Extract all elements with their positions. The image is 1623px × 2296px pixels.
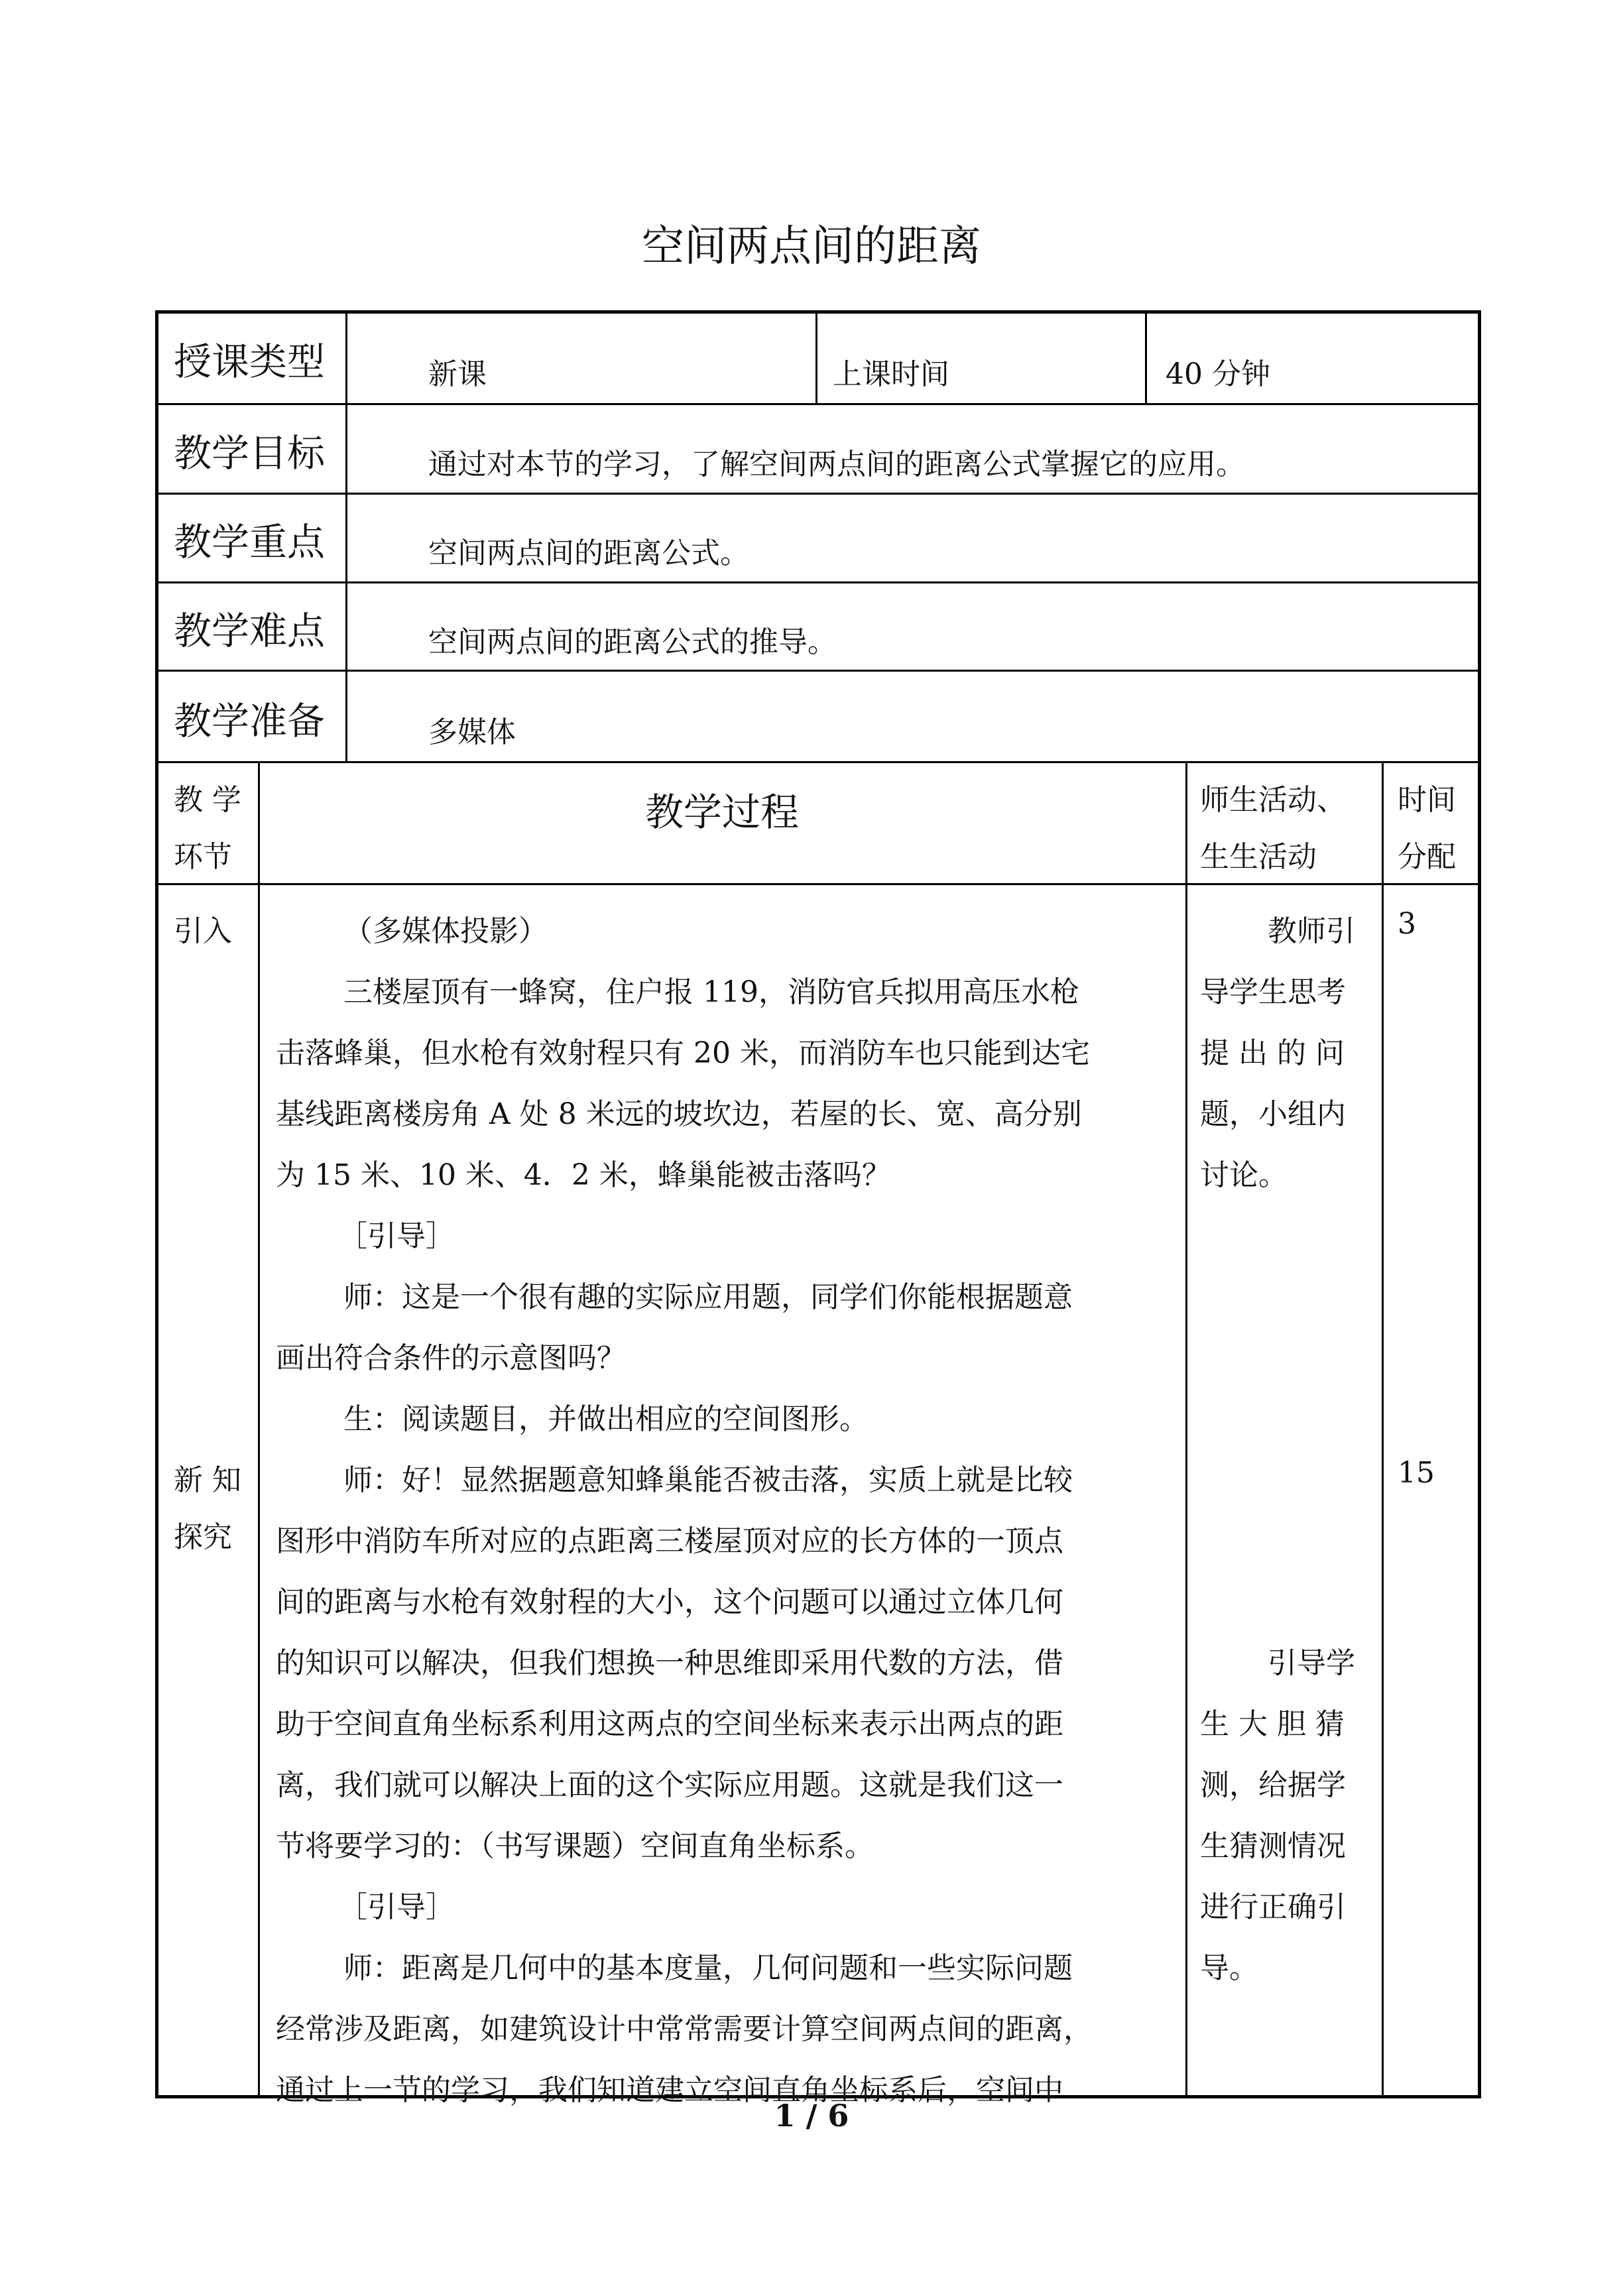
process-line: ［引导］ <box>338 1219 455 1253</box>
header-process: 教学过程 <box>644 790 799 835</box>
class-type-label: 授课类型 <box>174 340 325 384</box>
header-time-line1: 时间 <box>1398 783 1456 817</box>
activity-line: 提 出 的 问 <box>1200 1036 1345 1070</box>
process-line: 经常涉及距离，如建筑设计中常常需要计算空间两点间的距离， <box>276 2012 1093 2046</box>
process-line: 基线距离楼房角 A 处 8 米远的坡坎边，若屋的长、宽、高分别 <box>276 1097 1082 1131</box>
teaching-prep-label: 教学准备 <box>174 699 325 743</box>
process-line: ［引导］ <box>338 1890 455 1924</box>
activity-line: 教师引 <box>1268 914 1355 948</box>
process-line: 间的距离与水枪有效射程的大小，这个问题可以通过立体几何 <box>276 1585 1063 1619</box>
teaching-goal-value: 通过对本节的学习，了解空间两点间的距离公式掌握它的应用。 <box>428 448 1245 481</box>
class-time-label: 上课时间 <box>833 357 949 391</box>
activity-line: 生 大 胆 猜 <box>1200 1707 1345 1741</box>
process-line: 击落蜂巢，但水枪有效射程只有 20 米，而消防车也只能到达宅 <box>276 1036 1090 1070</box>
activity-line: 引导学 <box>1268 1646 1355 1680</box>
process-line: 节将要学习的：（书写课题）空间直角坐标系。 <box>276 1829 874 1863</box>
activity-line: 测，给据学 <box>1200 1768 1346 1802</box>
header-activity-line1: 师生活动、 <box>1200 783 1346 817</box>
stage-intro: 引入 <box>174 914 232 948</box>
process-line: 离，我们就可以解决上面的这个实际应用题。这就是我们这一 <box>276 1768 1063 1802</box>
activity-line: 导。 <box>1200 1951 1258 1985</box>
process-line: 的知识可以解决，但我们想换一种思维即采用代数的方法，借 <box>276 1646 1063 1680</box>
stage-explore-line2: 探究 <box>174 1520 232 1554</box>
activity-line: 进行正确引 <box>1200 1890 1346 1924</box>
teaching-prep-value: 多媒体 <box>428 715 516 749</box>
header-activity-line2: 生生活动 <box>1200 840 1317 874</box>
teaching-difficulty-value: 空间两点间的距离公式的推导。 <box>428 625 837 659</box>
header-stage-line2: 环节 <box>174 840 232 874</box>
page-title: 空间两点间的距离 <box>642 222 981 271</box>
time-allocation-explore: 15 <box>1398 1456 1435 1490</box>
activity-line: 题，小组内 <box>1200 1097 1346 1131</box>
process-line: 师：好！显然据题意知蜂巢能否被击落，实质上就是比较 <box>343 1463 1073 1497</box>
class-time-value: 40 分钟 <box>1166 357 1270 391</box>
teaching-key-value: 空间两点间的距离公式。 <box>428 536 749 570</box>
activity-line: 讨论。 <box>1200 1158 1288 1192</box>
class-type-value: 新课 <box>428 357 487 391</box>
process-line: 通过上一节的学习，我们知道建立空间直角坐标系后，空间中 <box>276 2073 1063 2107</box>
page-number: 1 / 6 <box>774 2098 849 2134</box>
process-line: 师：距离是几何中的基本度量，几何问题和一些实际问题 <box>343 1951 1073 1985</box>
process-line: 图形中消防车所对应的点距离三楼屋顶对应的长方体的一顶点 <box>276 1524 1063 1558</box>
process-line: 生：阅读题目，并做出相应的空间图形。 <box>343 1402 869 1436</box>
process-line: （多媒体投影） <box>343 914 548 948</box>
time-allocation-intro: 3 <box>1398 907 1416 941</box>
header-time-line2: 分配 <box>1398 840 1456 874</box>
process-line: 画出符合条件的示意图吗？ <box>276 1341 626 1375</box>
process-line: 为 15 米、10 米、4．2 米，蜂巢能被击落吗？ <box>276 1158 891 1192</box>
stage-explore-line1: 新 知 <box>174 1463 241 1497</box>
process-line: 助于空间直角坐标系利用这两点的空间坐标来表示出两点的距 <box>276 1707 1063 1741</box>
teaching-difficulty-label: 教学难点 <box>174 609 325 653</box>
teaching-goal-label: 教学目标 <box>174 432 325 475</box>
process-line: 三楼屋顶有一蜂窝，住户报 119，消防官兵拟用高压水枪 <box>343 975 1079 1009</box>
activity-line: 生猜测情况 <box>1200 1829 1346 1863</box>
teaching-key-label: 教学重点 <box>174 520 325 564</box>
header-stage-line1: 教 学 <box>174 783 241 817</box>
process-line: 师：这是一个很有趣的实际应用题，同学们你能根据题意 <box>343 1280 1073 1314</box>
activity-line: 导学生思考 <box>1200 975 1346 1009</box>
